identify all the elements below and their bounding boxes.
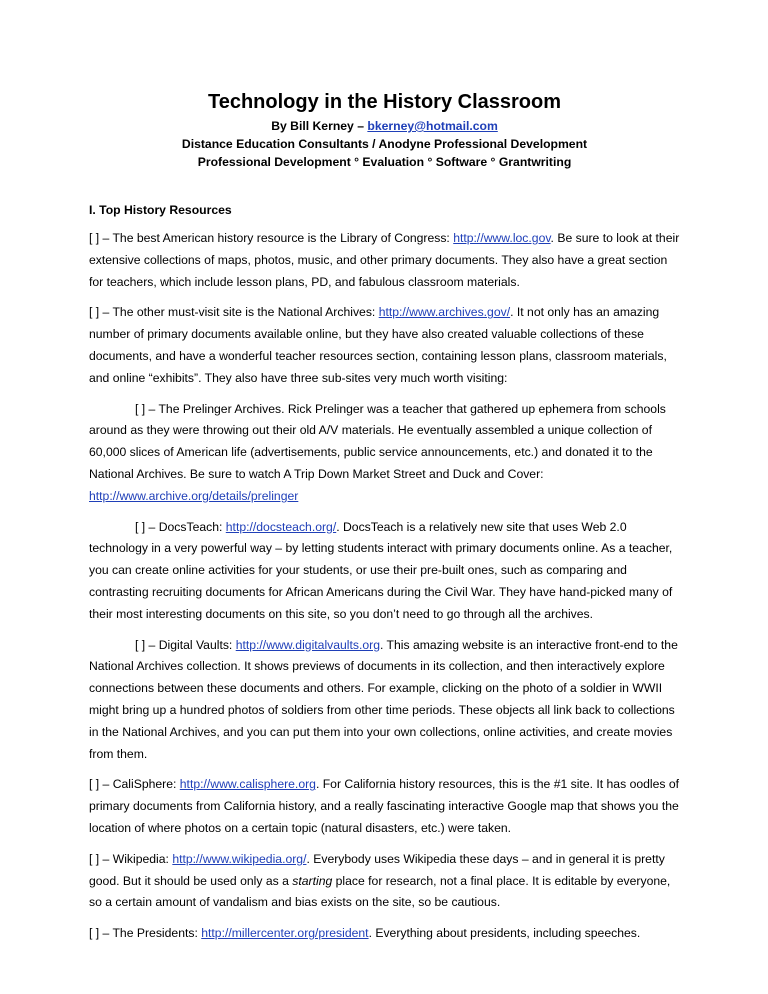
paragraph-archives xyxy=(89,302,680,389)
paragraph-text: . Everybody uses Wikipedia these days – and in general it is pretty good. But it should be used only as a xyxy=(89,851,665,888)
paragraph-text: . DocsTeach is a relatively new site that uses Web 2.0 technology in a very powerful way – by letting students interact with primary documents online. As a teacher, you can create online activities for your students, or use their pre-built ones, such as comparing and contrasting recruiting documents for African Americans during the Civil War. They have hand-picked many of their most interesting documents on this site, so you don’t need to go through all the archives. xyxy=(89,519,673,621)
paragraph-digitalvaults xyxy=(89,635,680,766)
paragraph-text: place for research, not a final place. It is editable by everyone, so a certain amount of vandalism and bias exists on the site, so be cautious. xyxy=(89,873,671,910)
prelinger-link[interactable]: http://www.archive.org/details/prelinger xyxy=(89,488,299,503)
docsteach-link[interactable]: http://docsteach.org/ xyxy=(225,519,337,534)
presidents-link[interactable]: http://millercenter.org/president xyxy=(201,926,369,941)
emphasis-text: starting xyxy=(292,873,333,888)
paragraph-presidents xyxy=(89,923,680,945)
section-heading: I. Top History Resources xyxy=(89,203,232,217)
wikipedia-link[interactable]: http://www.wikipedia.org/ xyxy=(172,851,307,866)
paragraph-text: . Be sure to look at their extensive collections of maps, photos, music, and other primary documents. They also have a great section for teachers, which include lesson plans, PD, and fabulous classroom materials. xyxy=(89,231,680,289)
paragraph-text: [ ] – CaliSphere: xyxy=(89,777,180,792)
email-link[interactable]: bkerney@hotmail.com xyxy=(367,119,498,133)
paragraph-text: . Everything about presidents, including speeches. xyxy=(368,926,641,941)
paragraph-prelinger xyxy=(89,399,680,508)
paragraph-calisphere xyxy=(89,774,680,839)
paragraph-text: . For California history resources, this is the #1 site. It has oodles of primary documents from California history, and a really fascinating interactive Google map that shows you the location of where photos on a certain topic (natural disasters, etc.) were taken. xyxy=(89,777,680,835)
paragraph-text: [ ] – The Presidents: xyxy=(89,926,202,941)
paragraph-text: [ ] – DocsTeach: xyxy=(135,519,226,534)
archives-link[interactable]: http://www.archives.gov/ xyxy=(378,305,511,320)
digitalvaults-link[interactable]: http://www.digitalvaults.org xyxy=(235,637,380,652)
loc-link[interactable]: http://www.loc.gov xyxy=(453,231,551,245)
paragraph-text: [ ] – The other must-visit site is the National Archives: xyxy=(89,305,379,320)
paragraph-text: . It not only has an amazing number of primary documents available online, but they have also created valuable collections of these documents, and have a wonderful teacher resources section, containing lesson plans, classroom materials, and online “exhibits”. They also have three sub-sites very much worth visiting: xyxy=(89,305,667,385)
paragraph-text: . This amazing website is an interactive front-end to the National Archives collection. It shows previews of documents in its collection, and then interactively explore connections between these documents and others. For example, clicking on the photo of a soldier in WWII might bring up a hundred photos of soldiers from other time periods. These objects all link back to collections in the National Archives, and you can put them into your own collections, online activities, and create movies from them. xyxy=(89,637,678,761)
byline-text: By Bill Kerney – xyxy=(271,119,368,133)
paragraph-text: [ ] – The Prelinger Archives. Rick Prelinger was a teacher that gathered up ephemera from schools around as they were throwing out their old A/V materials. He eventually assembled a unique collection of 60,000 slices of American life (advertisements, public service announcements, etc.) and donated it to the National Archives. Be sure to watch A Trip Down Market Street and Duck and Cover: xyxy=(89,401,666,481)
byline xyxy=(89,117,680,135)
paragraph-text: [ ] – Digital Vaults: xyxy=(135,637,236,652)
paragraph-docsteach xyxy=(89,517,680,626)
organization: Distance Education Consultants / Anodyne Professional Development xyxy=(181,137,588,151)
page-title: Technology in the History Classroom xyxy=(207,91,562,113)
paragraph-loc xyxy=(89,228,680,293)
calisphere-link[interactable]: http://www.calisphere.org xyxy=(179,777,316,792)
paragraph-text: [ ] – Wikipedia: xyxy=(89,851,173,866)
paragraph-wikipedia xyxy=(89,849,680,914)
paragraph-text: [ ] – The best American history resource is the Library of Congress: xyxy=(89,231,454,245)
services-line: Professional Development ° Evaluation ° Software ° Grantwriting xyxy=(197,155,572,169)
